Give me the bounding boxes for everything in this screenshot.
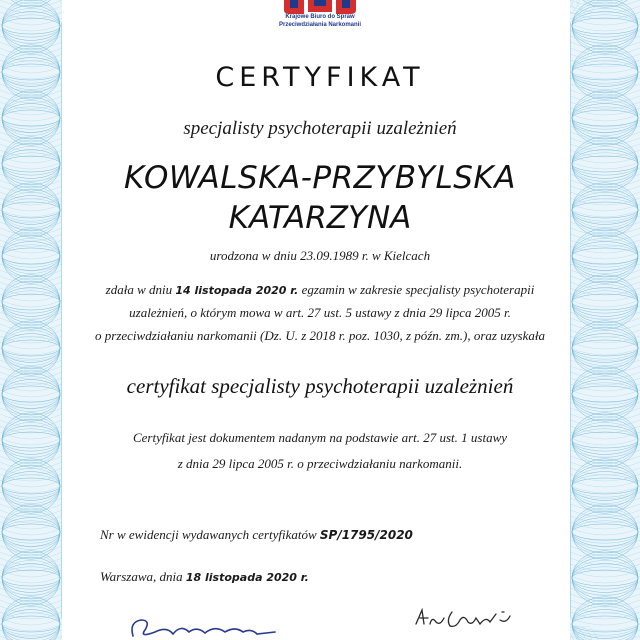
registry-number: [100, 527, 413, 543]
exam-line-1-post: egzamin w zakresie specjalisty psychoterapii: [298, 282, 535, 297]
issue-place: Warszawa, dnia: [100, 569, 186, 584]
holder-first-name: KATARZYNA: [228, 200, 412, 236]
certificate-title: CERTYFIKAT: [215, 62, 425, 93]
exam-date: 14 listopada 2020 r.: [175, 284, 299, 297]
issue-date: 18 listopada 2020 r.: [185, 571, 309, 584]
legal-note-line-1: Certyfikat jest dokumentem nadanym na podstawie art. 27 ust. 1 ustawy: [132, 430, 508, 445]
logo-text-line1: Krajowe Biuro do Spraw: [285, 14, 355, 20]
exam-line-3: o przeciwdziałaniu narkomanii (Dz. U. z 2018 r. poz. 1030, z późn. zm.), oraz uzyskała: [95, 328, 545, 343]
certificate-type: certyfikat specjalisty psychoterapii uzależnień: [126, 374, 514, 398]
exam-line-1: [0, 282, 640, 298]
signature-left-icon: [125, 612, 285, 640]
holder-birth-info: urodzona w dniu 23.09.1989 r. w Kielcach: [209, 248, 431, 263]
registry-number-value: SP/1795/2020: [319, 528, 413, 542]
logo-text-line2: Przeciwdziałania Narkomanii: [278, 22, 362, 28]
certificate-subtitle: specjalisty psychoterapii uzależnień: [183, 118, 457, 139]
registry-label: Nr w ewidencji wydawanych certyfikatów: [100, 527, 320, 542]
issue-place-date: [100, 569, 309, 585]
holder-surname: KOWALSKA-PRZYBYLSKA: [124, 160, 516, 196]
exam-line-2: uzależnień, o którym mowa w art. 27 ust. 5 ustawy z dnia 29 lipca 2005 r.: [129, 305, 511, 320]
signature-right-icon: [412, 606, 522, 630]
legal-note-line-2: z dnia 29 lipca 2005 r. o przeciwdziałaniu narkomanii.: [177, 456, 463, 471]
exam-line-1-pre: zdała w dniu: [105, 282, 176, 297]
